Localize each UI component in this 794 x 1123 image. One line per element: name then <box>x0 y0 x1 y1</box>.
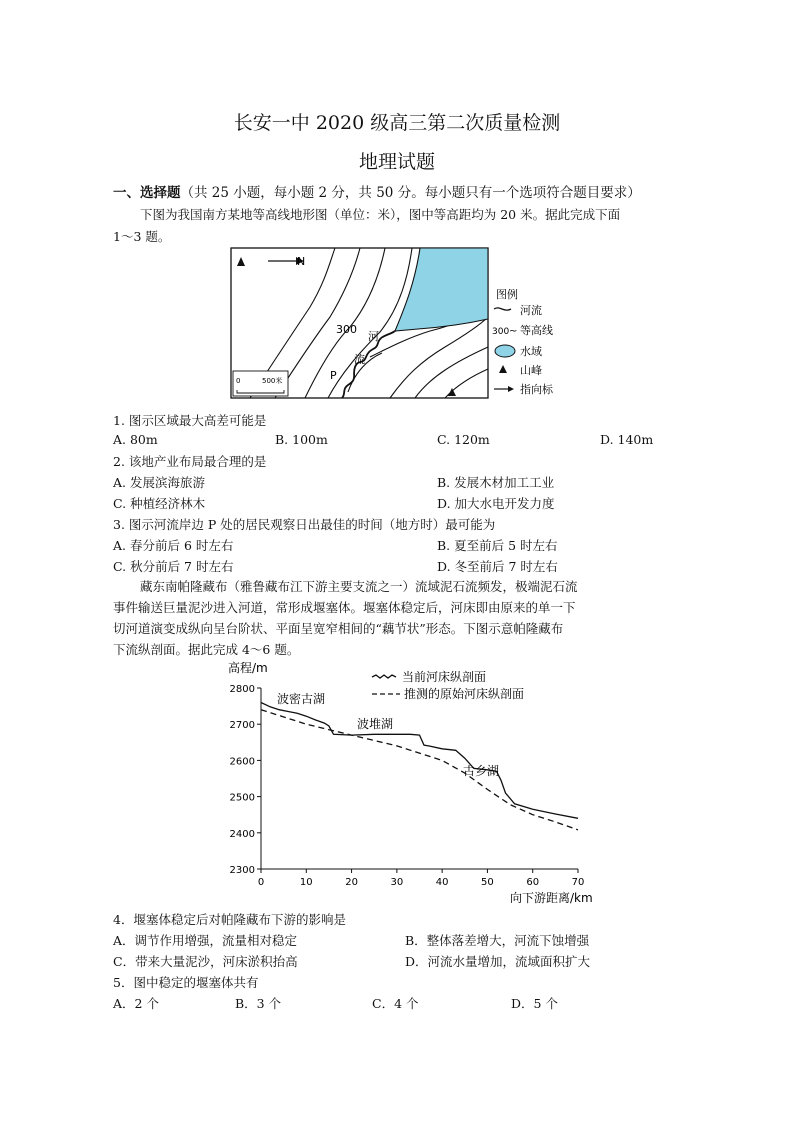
y-tick-label: 2800 <box>229 684 255 695</box>
q4-stem: 4．堰塞体稳定后对帕隆藏布下游的影响是 <box>113 912 346 927</box>
section-instructions: （共 25 小题，每小题 2 分，共 50 分。每小题只有一个选项符合题目要求） <box>180 185 641 201</box>
y-tick-label: 2700 <box>229 720 255 732</box>
x-tick-label: 50 <box>481 877 494 888</box>
q1-option-d: D. 140m <box>600 432 654 447</box>
q5-stem: 5．图中稳定的堰塞体共有 <box>113 975 259 990</box>
section-heading: 一、选择题 <box>113 185 181 201</box>
q1-option-c: C. 120m <box>437 432 490 447</box>
x-tick-label: 0 <box>257 877 265 888</box>
x-tick-label: 10 <box>299 877 313 888</box>
section-heading-row <box>113 181 641 201</box>
annotation-guxiang-lake: 古乡湖 <box>463 764 500 778</box>
q3-stem: 3. 图示河流岸边 P 处的居民观察日出最佳的时间（地方时）最可能为 <box>113 517 496 532</box>
q4-option-d: D．河流水量增加，流域面积扩大 <box>405 954 591 969</box>
q3-option-b: B. 夏至前后 5 时左右 <box>437 538 558 553</box>
point-p-label: P <box>330 369 337 382</box>
series-original-riverbed <box>261 710 578 830</box>
legend-title: 图例 <box>496 288 518 301</box>
legend-contour-label: 等高线 <box>520 324 553 337</box>
q5-option-d: D．5 个 <box>511 996 558 1011</box>
x-tick-label: 40 <box>435 877 449 888</box>
intro1-line2: 1～3 题。 <box>113 229 171 244</box>
x-tick-label: 70 <box>571 877 585 888</box>
x-tick-label: 30 <box>390 877 404 888</box>
legend-water-label: 水域 <box>520 345 542 358</box>
legend-original-label: 推测的原始河床纵剖面 <box>404 687 525 701</box>
y-tick-label: 2400 <box>229 828 255 840</box>
chart-y-label: 高程/m <box>228 661 268 675</box>
x-tick-label: 60 <box>526 877 540 888</box>
q2-option-b: B. 发展木材加工工业 <box>437 475 555 490</box>
annotation-bodui-lake: 波堆湖 <box>357 717 394 731</box>
q1-option-b: B. 100m <box>275 432 328 447</box>
legend-contour-dash: ~ <box>509 326 518 337</box>
q2-option-a: A. 发展滨海旅游 <box>113 475 205 490</box>
intro2-line1: 藏东南帕隆藏布（雅鲁藏布江下游主要支流之一）流域泥石流频发，极端泥石流 <box>140 579 578 594</box>
q4-option-b: B．整体落差增大，河流下蚀增强 <box>405 933 590 948</box>
north-label: N <box>297 255 306 268</box>
q3-option-d: D. 冬至前后 7 时左右 <box>437 559 558 574</box>
intro2-line3: 切河道演变成纵向呈台阶状、平面呈宽窄相间的“藕节状”形态。下图示意帕隆藏布 <box>113 621 564 636</box>
legend-current-label: 当前河床纵剖面 <box>402 670 487 684</box>
intro2-line2: 事件输送巨量泥沙进入河道，常形成堰塞体。堰塞体稳定后，河床即由原来的单一下 <box>113 600 576 615</box>
q5-option-b: B．3 个 <box>235 996 282 1011</box>
river-label-he: 河 <box>368 330 379 343</box>
q2-option-d: D. 加大水电开发力度 <box>437 496 555 511</box>
river-profile-chart <box>220 658 620 910</box>
q5-option-a: A．2 个 <box>113 996 159 1011</box>
q3-option-a: A. 春分前后 6 时左右 <box>113 538 234 553</box>
contour-value-label: 300 <box>336 323 357 336</box>
contour-map <box>230 247 560 399</box>
q4-option-a: A．调节作用增强，流量相对稳定 <box>113 933 298 948</box>
river-label-liu: 流 <box>354 353 365 366</box>
legend-river-label: 河流 <box>520 304 542 317</box>
legend-arrow-label: 指向标 <box>520 383 553 396</box>
q5-option-c: C．4 个 <box>372 996 419 1011</box>
q2-option-c: C. 种植经济林木 <box>113 496 206 511</box>
q3-option-c: C. 秋分前后 7 时左右 <box>113 559 234 574</box>
legend-current-symbol <box>372 675 396 678</box>
y-tick-label: 2600 <box>229 756 255 768</box>
legend-arrow-head <box>508 386 514 392</box>
scale-zero: 0 <box>236 377 241 385</box>
q1-stem: 1. 图示区域最大高差可能是 <box>113 413 267 428</box>
q2-stem: 2. 该地产业布局最合理的是 <box>113 454 267 469</box>
intro2-line4: 下流纵剖面。据此完成 4～6 题。 <box>113 642 300 657</box>
y-tick-label: 2300 <box>229 865 255 876</box>
legend-contour-prefix: 300 <box>492 327 510 337</box>
series-current-riverbed <box>261 703 578 819</box>
chart-x-label: 向下游距离/km <box>510 891 593 905</box>
scale-value: 500米 <box>262 377 283 385</box>
legend-river-symbol <box>494 308 511 310</box>
legend-water-symbol <box>495 345 515 357</box>
legend-peak-label: 山峰 <box>520 364 542 377</box>
intro1-line1: 下图为我国南方某地等高线地形图（单位：米），图中等高距均为 20 米。据此完成下面 <box>140 207 621 222</box>
q4-option-c: C．带来大量泥沙，河床淤积抬高 <box>113 954 298 969</box>
y-tick-label: 2500 <box>229 792 255 804</box>
legend-peak-symbol <box>499 365 507 373</box>
x-tick-label: 20 <box>345 877 358 888</box>
q1-option-a: A. 80m <box>113 432 158 447</box>
annotation-bomi-lake: 波密古湖 <box>277 692 326 706</box>
exam-subtitle: 地理试题 <box>358 151 435 173</box>
exam-title: 长安一中 2020 级高三第二次质量检测 <box>233 112 561 134</box>
